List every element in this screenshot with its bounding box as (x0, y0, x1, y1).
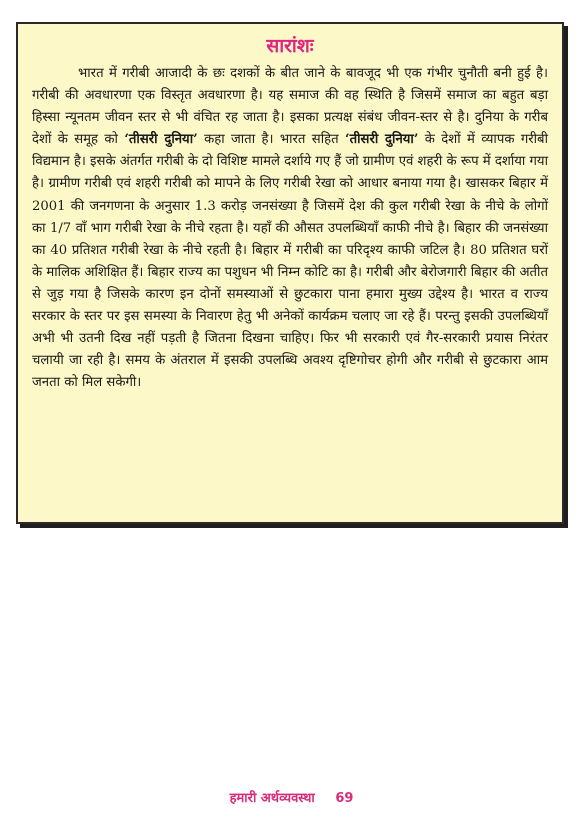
summary-title: सारांशः (266, 35, 314, 57)
summary-box (16, 22, 564, 524)
summary-text-1: भारत में गरीबी आजादी के छः दशकों के बीत जाने के बावजूद भी एक गंभीर चुनौती बनी हुई है। गरीबी की अवधारणा एक विस्तृत अवधारणा है। यह समाज की वह स्थिति है जिसमें समाज का बहुत बड़ा हिस्सा न्यूनतम जीवन स्तर से भी वंचित रह जाता है। इसका प्रत्यक्ष संबंध जीवन-स्तर से है। दुनिया के गरीब देशों के समूह को (32, 66, 548, 148)
book-title: हमारी अर्थव्यवस्था (229, 791, 315, 806)
page-number: 69 (335, 791, 354, 806)
summary-paragraph (32, 63, 548, 394)
term-third-world-2: ‘तीसरी दुनिया’ (345, 132, 419, 148)
page-footer (0, 788, 583, 806)
summary-text-2: कहा जाता है। भारत सहित (197, 132, 346, 148)
term-third-world-1: ‘तीसरी दुनिया’ (124, 132, 198, 148)
summary-text-3: के देशों में व्यापक गरीबी विद्यमान है। इसके अंतर्गत गरीबी के दो विशिष्ट मामले दर्शाये गए हैं जो ग्रामीण एवं शहरी के रूप में दर्शाया गया है। ग्रामीण गरीबी एवं शहरी गरीबी को मापने के लिए गरीबी रेखा को आधार बनाया गया है। खासकर बिहार में 2001 की जनगणना के अनुसार 1.3 करोड़ जनसंख्या है जिसमें देश की कुल गरीबी रेखा के नीचे के लोगों का 1/7 वाँ भाग गरीबी रेखा के नीचे रहता है। यहाँ की औसत उपलब्धियाँ काफी नीचे है। बिहार की जनसंख्या का 40 प्रतिशत गरीबी रेखा के नीचे रहती है। बिहार में गरीबी का परिदृश्य काफी जटिल है। 80 प्रतिशत घरों के मालिक अशिक्षित हैं। बिहार राज्य का पशुधन भी निम्न कोटि का है। गरीबी और बेरोजगारी बिहार की अतीत से जुड़ गया है जिसके कारण इन दोनों समस्याओं से छुटकारा पाना हमारा मुख्य उद्देश्य है। भारत व राज्य सरकार के स्तर पर इस समस्या के निवारण हेतु भी अनेकों कार्यक्रम चलाए जा रहे हैं। परन्तु इसकी उपलब्धियाँ अभी भी उतनी दिख नहीं पड़ती है जितना दिखना चाहिए। फिर भी सरकारी एवं गैर-सरकारी प्रयास निरंतर चलायी जा रही है। समय के अंतराल में इसकी उपलब्धि अवश्य दृष्टिगोचर होगी और गरीबी से छुटकारा आम जनता को मिल सकेगी। (32, 132, 548, 391)
